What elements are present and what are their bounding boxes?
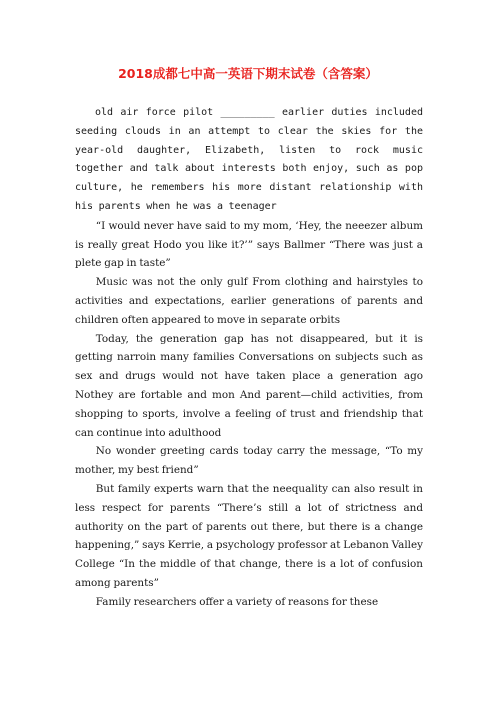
paragraph-2: “I would never have said to my mom, ‘Hey, the neeezer album is really great Hodo you like it?’” says Ballmer “There was just a plete gap in taste” (75, 219, 423, 270)
document-body (75, 104, 423, 612)
paragraph-7: Family researchers offer a variety of reasons for these (95, 595, 379, 608)
paragraph-3: Music was not the only gulf From clothing and hairstyles to activities and expectations, earlier generations of parents and children often appeared to move in separate orbits (75, 276, 423, 326)
document-title: 2018成都七中高一英语下期末试卷（含答案） (118, 66, 378, 81)
paragraph-1: old air force pilot _________ earlier duties included seeding clouds in an attempt to clear the skies for the year-old daughter, Elizabeth, listen to rock music together and talk about interests both enjoy, such as pop culture, he remembers his more distant relationship with his parents when he was a teenager (75, 107, 423, 212)
paragraph-6: But family experts warn that the neequality can also result in less respect for parents “There’s still a lot of strictness and authority on the part of parents out there, but there is a change happening,” says Kerrie, a psychology professor at Lebanon Valley College “In the middle of that change, there is a lot of confusion among parents” (75, 482, 423, 589)
paragraph-4: Today, the generation gap has not disappeared, but it is getting narroin many families Conversations on subjects such as sex and drugs would not have taken place a generation ago Nothey are fortable and mon And parent—child activities, from shopping to sports, involve a feeling of trust and friendship that can continue into adulthood (75, 332, 423, 439)
paragraph-5: No wonder greeting cards today carry the message, “To my mother, my best friend” (75, 445, 423, 477)
